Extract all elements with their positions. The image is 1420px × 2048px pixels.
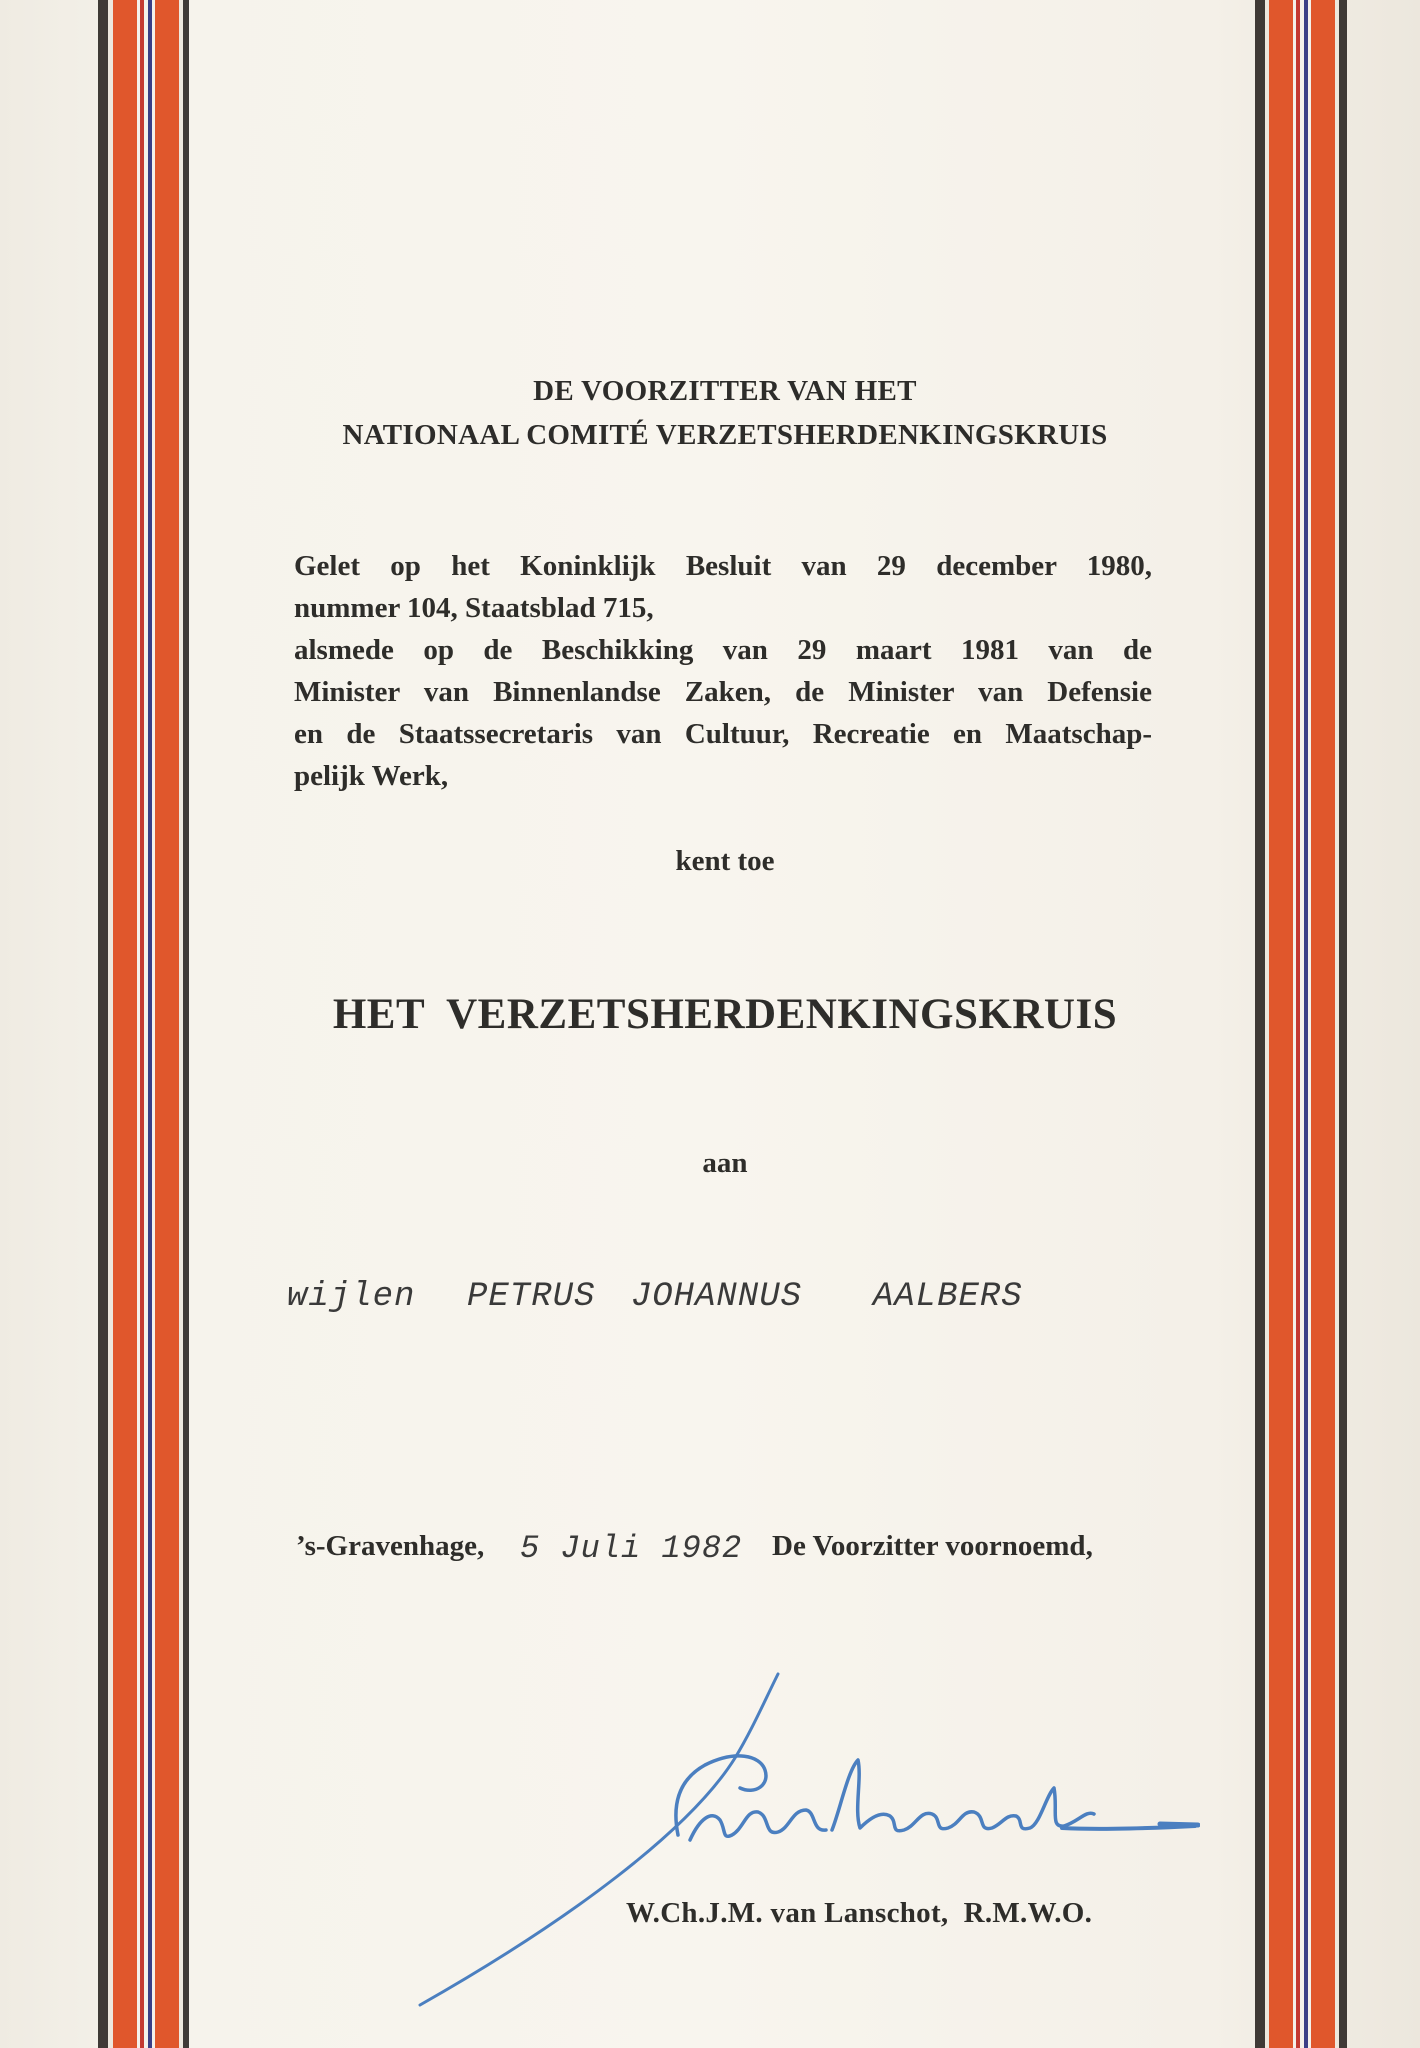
body-line: pelijk Werk, [294,760,449,792]
handwritten-signature-icon [360,1660,1200,2020]
place-label: ’s-Gravenhage, [296,1530,485,1562]
aan-text: aan [702,1147,748,1179]
body-line: alsmede op de Beschikking van 29 maart 1981 van de [294,634,1152,666]
ribbon-border-right [1255,0,1347,2048]
body-line: en de Staatssecretaris van Cultuur, Recreatie en Maatschap- [294,718,1152,750]
body-line: Minister van Binnenlandse Zaken, de Minister van Defensie [294,676,1152,708]
heading-line-2: NATIONAAL COMITÉ VERZETSHERDENKINGSKRUIS [342,419,1108,451]
signatory-name: W.Ch.J.M. van Lanschot, R.M.W.O. [626,1897,1093,1929]
body-line: Gelet op het Koninklijk Besluit van 29 december 1980, [294,550,1152,582]
ribbon-border-left [98,0,190,2048]
award-date: 5 Juli 1982 [520,1530,743,1567]
chair-label: De Voorzitter voornoemd, [772,1530,1093,1562]
recipient-prefix: wijlen [287,1278,416,1316]
recipient-name: PETRUS JOHANNUS AALBERS [467,1278,1023,1316]
body-line: nummer 104, Staatsblad 715, [294,592,654,624]
kent-toe-text: kent toe [675,845,775,877]
heading-line-1: DE VOORZITTER VAN HET [533,375,917,407]
award-title: HET VERZETSHERDENKINGSKRUIS [332,991,1118,1038]
